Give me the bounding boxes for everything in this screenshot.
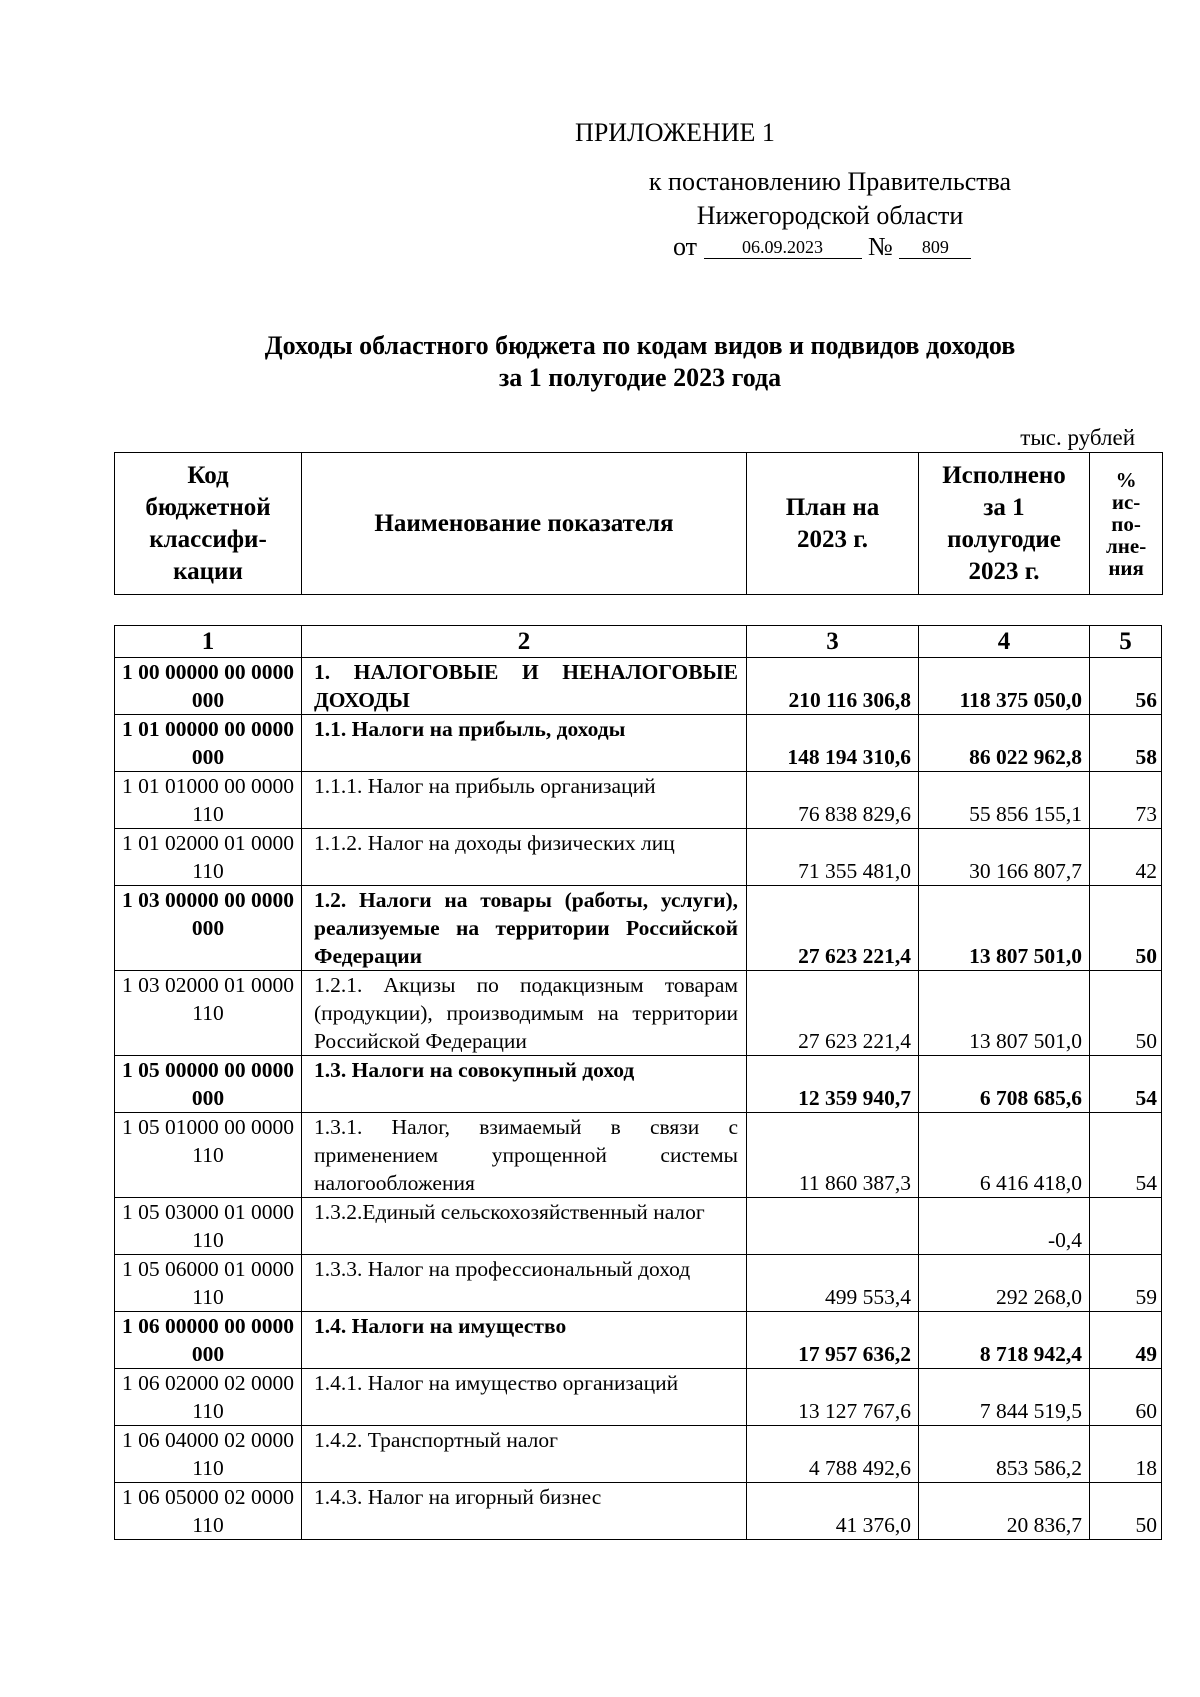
row-name: 1.2. Налоги на товары (работы, услуги), реализуемые на территории Российской Федерации [302,886,747,971]
row-code: 1 03 00000 00 0000 000 [115,886,302,971]
row-percent: 50 [1090,971,1162,1056]
row-code: 1 05 03000 01 0000 110 [115,1198,302,1255]
table-row [115,1198,1162,1255]
header-plan: План на 2023 г. [747,453,919,595]
row-percent: 59 [1090,1255,1162,1312]
row-plan: 4 788 492,6 [747,1426,919,1483]
row-executed: 13 807 501,0 [919,971,1090,1056]
row-executed: 6 708 685,6 [919,1056,1090,1113]
row-code: 1 06 05000 02 0000 110 [115,1483,302,1540]
row-percent: 54 [1090,1113,1162,1198]
row-code: 1 06 02000 02 0000 110 [115,1369,302,1426]
row-executed: 118 375 050,0 [919,658,1090,715]
header-code: Код бюджетной классифи-кации [115,453,302,595]
column-number: 5 [1090,626,1162,658]
table-row [115,971,1162,1056]
row-name: 1.1.2. Налог на доходы физических лиц [302,829,747,886]
row-executed: 13 807 501,0 [919,886,1090,971]
row-plan: 17 957 636,2 [747,1312,919,1369]
row-name: 1.4. Налоги на имущество [302,1312,747,1369]
row-plan: 27 623 221,4 [747,886,919,971]
table-row [115,1312,1162,1369]
row-name: 1.4.3. Налог на игорный бизнес [302,1483,747,1540]
row-code: 1 06 00000 00 0000 000 [115,1312,302,1369]
row-percent: 42 [1090,829,1162,886]
document-title-line-2: за 1 полугодие 2023 года [498,363,782,392]
column-number: 1 [115,626,302,658]
row-plan: 76 838 829,6 [747,772,919,829]
table-row [115,772,1162,829]
document-title-line-1: Доходы областного бюджета по кодам видов и подвидов доходов [264,331,1016,360]
table-row [115,829,1162,886]
row-plan: 41 376,0 [747,1483,919,1540]
appendix-label: ПРИЛОЖЕНИЕ 1 [575,118,775,147]
row-code: 1 05 01000 00 0000 110 [115,1113,302,1198]
row-percent: 54 [1090,1056,1162,1113]
row-percent: 18 [1090,1426,1162,1483]
row-code: 1 01 02000 01 0000 110 [115,829,302,886]
number-sign: № [868,232,893,261]
row-plan: 210 116 306,8 [747,658,919,715]
row-name: 1.3. Налоги на совокупный доход [302,1056,747,1113]
row-name: 1.3.1. Налог, взимаемый в связи с применением упрощенной системы налогообложения [302,1113,747,1198]
row-plan: 13 127 767,6 [747,1369,919,1426]
row-plan: 27 623 221,4 [747,971,919,1056]
row-name: 1.3.2.Единый сельскохозяйственный налог [302,1198,747,1255]
table-row [115,1483,1162,1540]
row-executed: 8 718 942,4 [919,1312,1090,1369]
table-row [115,1255,1162,1312]
row-plan: 11 860 387,3 [747,1113,919,1198]
row-executed: -0,4 [919,1198,1090,1255]
column-number: 4 [919,626,1090,658]
table-row [115,1113,1162,1198]
units-label: тыс. рублей [1020,425,1135,450]
resolution-date-line [673,232,971,262]
header-row [115,453,1163,595]
header-name: Наименование показателя [302,453,747,595]
resolution-line-2: Нижегородской области [696,201,964,230]
row-name: 1.4.1. Налог на имущество организаций [302,1369,747,1426]
row-code: 1 05 06000 01 0000 110 [115,1255,302,1312]
resolution-date: 06.09.2023 [704,236,862,259]
column-number: 3 [747,626,919,658]
row-percent: 50 [1090,1483,1162,1540]
table-row [115,886,1162,971]
row-code: 1 06 04000 02 0000 110 [115,1426,302,1483]
row-code: 1 01 01000 00 0000 110 [115,772,302,829]
row-name: 1.1. Налоги на прибыль, доходы [302,715,747,772]
document-title [0,330,1200,394]
row-executed: 30 166 807,7 [919,829,1090,886]
row-executed: 853 586,2 [919,1426,1090,1483]
row-percent [1090,1198,1162,1255]
row-executed: 6 416 418,0 [919,1113,1090,1198]
resolution-line-1: к постановлению Правительства [648,167,1012,196]
column-number: 2 [302,626,747,658]
row-plan: 148 194 310,6 [747,715,919,772]
table-row [115,1369,1162,1426]
row-executed: 55 856 155,1 [919,772,1090,829]
row-name: 1.2.1. Акцизы по подакцизным товарам (продукции), производимым на территории Российской Федерации [302,971,747,1056]
table-row [115,658,1162,715]
row-percent: 50 [1090,886,1162,971]
row-plan: 499 553,4 [747,1255,919,1312]
row-code: 1 05 00000 00 0000 000 [115,1056,302,1113]
row-percent: 58 [1090,715,1162,772]
row-percent: 73 [1090,772,1162,829]
header-percent: % ис-по-лне-ния [1090,453,1163,595]
resolution-reference [630,165,1030,233]
row-percent: 56 [1090,658,1162,715]
table-row [115,715,1162,772]
row-executed: 20 836,7 [919,1483,1090,1540]
row-percent: 60 [1090,1369,1162,1426]
row-name: 1.4.2. Транспортный налог [302,1426,747,1483]
row-plan [747,1198,919,1255]
row-name: 1.3.3. Налог на профессиональный доход [302,1255,747,1312]
table-row [115,1056,1162,1113]
row-executed: 292 268,0 [919,1255,1090,1312]
row-name: 1. НАЛОГОВЫЕ И НЕНАЛОГОВЫЕ ДОХОДЫ [302,658,747,715]
header-executed: Исполнено за 1 полугодие 2023 г. [919,453,1090,595]
table-row [115,1426,1162,1483]
row-name: 1.1.1. Налог на прибыль организаций [302,772,747,829]
row-code: 1 03 02000 01 0000 110 [115,971,302,1056]
date-prefix: от [673,232,698,261]
row-percent: 49 [1090,1312,1162,1369]
row-code: 1 01 00000 00 0000 000 [115,715,302,772]
resolution-number: 809 [899,236,971,259]
income-table [114,625,1162,1540]
row-plan: 12 359 940,7 [747,1056,919,1113]
row-code: 1 00 00000 00 0000 000 [115,658,302,715]
column-number-row [115,626,1162,658]
table-header [114,452,1163,595]
row-executed: 7 844 519,5 [919,1369,1090,1426]
row-plan: 71 355 481,0 [747,829,919,886]
row-executed: 86 022 962,8 [919,715,1090,772]
